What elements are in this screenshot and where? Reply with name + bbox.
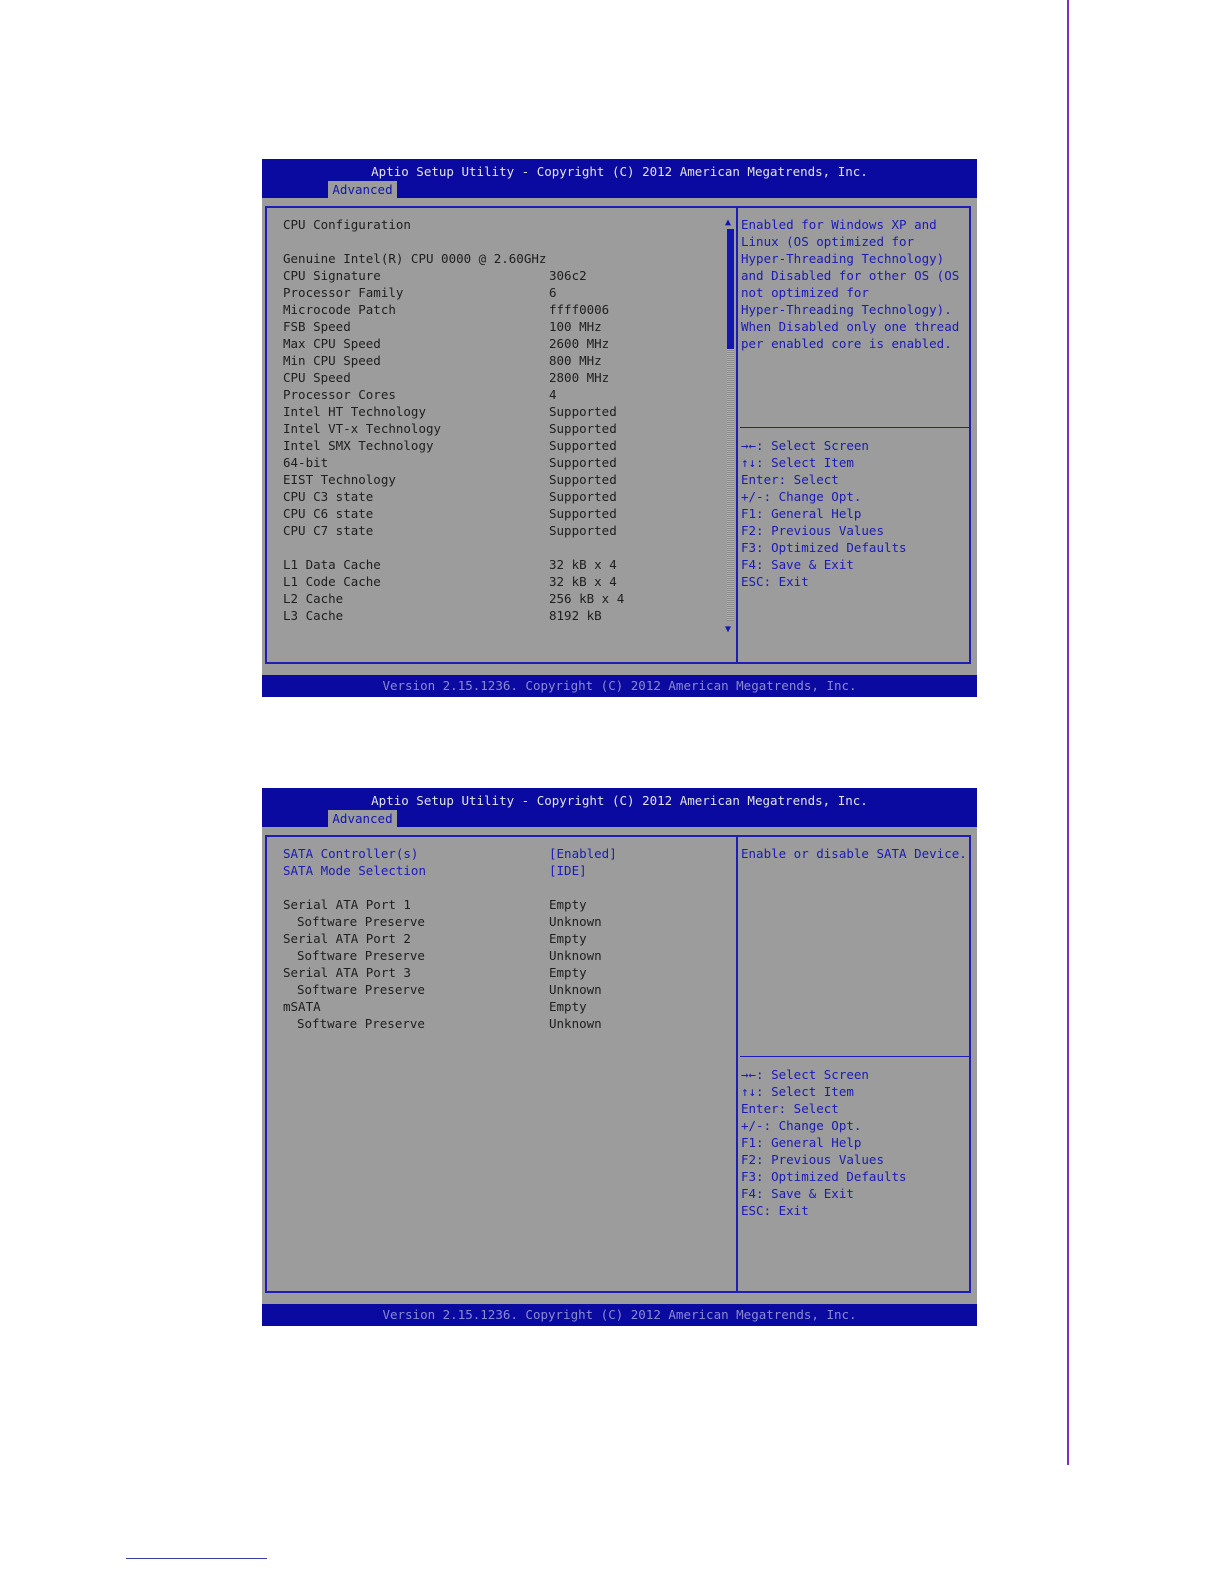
- setting-row: [283, 896, 733, 913]
- setting-value: Supported: [549, 404, 617, 419]
- setting-row: [283, 471, 733, 488]
- setting-row: [283, 301, 733, 318]
- setting-row: [283, 318, 733, 335]
- page-margin-rule: [1067, 0, 1069, 1465]
- key-hint: +/-: Change Opt.: [741, 489, 862, 504]
- setting-value: Supported: [549, 489, 617, 504]
- setting-value: [Enabled]: [549, 846, 617, 861]
- key-hint: ↑↓: Select Item: [741, 1084, 854, 1099]
- setting-value: 2600 MHz: [549, 336, 610, 351]
- setting-row: [283, 403, 733, 420]
- setting-row: [283, 454, 733, 471]
- setting-label: Software Preserve: [297, 948, 425, 963]
- key-hint: F1: General Help: [741, 506, 862, 521]
- setting-value: Unknown: [549, 914, 602, 929]
- page-footer-rule: [126, 1558, 267, 1559]
- setting-row: [283, 216, 733, 233]
- setting-value: Supported: [549, 472, 617, 487]
- key-hint: F3: Optimized Defaults: [741, 540, 907, 555]
- setting-row: [283, 573, 733, 590]
- setting-value: Supported: [549, 438, 617, 453]
- setting-row: [283, 369, 733, 386]
- setting-value: 256 kB x 4: [549, 591, 625, 606]
- help-keys-separator: [740, 1056, 970, 1057]
- key-hint: →←: Select Screen: [741, 438, 869, 453]
- setting-row: [283, 590, 733, 607]
- setting-label: CPU C7 state: [283, 523, 374, 538]
- setting-row: [283, 267, 733, 284]
- setting-value: Empty: [549, 897, 587, 912]
- setting-label: CPU Speed: [283, 370, 351, 385]
- setting-label: L1 Data Cache: [283, 557, 381, 572]
- bios-header: [262, 159, 977, 198]
- setting-value: Empty: [549, 931, 587, 946]
- setting-label: Processor Cores: [283, 387, 396, 402]
- setting-label: 64-bit: [283, 455, 329, 470]
- setting-label: Serial ATA Port 2: [283, 931, 411, 946]
- setting-label: Intel VT-x Technology: [283, 421, 442, 436]
- setting-value: Supported: [549, 455, 617, 470]
- setting-value: 4: [549, 387, 557, 402]
- setting-value: 2800 MHz: [549, 370, 610, 385]
- setting-value: Unknown: [549, 1016, 602, 1031]
- setting-row: [283, 947, 733, 964]
- key-hint: F4: Save & Exit: [741, 1186, 854, 1201]
- setting-value: Empty: [549, 999, 587, 1014]
- tab-advanced[interactable]: Advanced: [328, 810, 397, 827]
- sata-mode-selection-option[interactable]: [283, 862, 733, 879]
- setting-label: Processor Family: [283, 285, 404, 300]
- help-keys-separator: [740, 427, 970, 428]
- setting-row: [283, 250, 733, 267]
- help-text-line: Hyper-Threading Technology).: [741, 302, 952, 317]
- setting-label: CPU C6 state: [283, 506, 374, 521]
- help-text-line: per enabled core is enabled.: [741, 336, 952, 351]
- setting-value: 100 MHz: [549, 319, 602, 334]
- help-panel-divider: [736, 206, 738, 664]
- setting-label: L1 Code Cache: [283, 574, 381, 589]
- setting-label: Intel SMX Technology: [283, 438, 434, 453]
- help-text-line: and Disabled for other OS (OS: [741, 268, 960, 283]
- setting-label: Max CPU Speed: [283, 336, 381, 351]
- setting-value: Unknown: [549, 982, 602, 997]
- setting-row: [283, 505, 733, 522]
- key-hint: F1: General Help: [741, 1135, 862, 1150]
- help-text-line: Enable or disable SATA Device.: [741, 846, 967, 861]
- setting-value: 32 kB x 4: [549, 557, 617, 572]
- tab-advanced[interactable]: Advanced: [328, 181, 397, 198]
- key-hint: ESC: Exit: [741, 1203, 809, 1218]
- help-text-line: Hyper-Threading Technology): [741, 251, 945, 266]
- section-title: CPU Configuration: [283, 217, 411, 232]
- key-hint: ESC: Exit: [741, 574, 809, 589]
- bios-version-text: Version 2.15.1236. Copyright (C) 2012 American Megatrends, Inc.: [382, 1307, 857, 1322]
- setting-label: Min CPU Speed: [283, 353, 381, 368]
- setting-value: Supported: [549, 523, 617, 538]
- setting-label: Intel HT Technology: [283, 404, 426, 419]
- key-hint: Enter: Select: [741, 472, 839, 487]
- setting-value: Unknown: [549, 948, 602, 963]
- bios-header-title: Aptio Setup Utility - Copyright (C) 2012 American Megatrends, Inc.: [371, 793, 868, 808]
- setting-row: [283, 386, 733, 403]
- setting-row: [283, 437, 733, 454]
- setting-row: [283, 998, 733, 1015]
- bios-screen-sata-configuration: [262, 788, 977, 1326]
- setting-value: Supported: [549, 506, 617, 521]
- setting-row: [283, 335, 733, 352]
- bios-header-title: Aptio Setup Utility - Copyright (C) 2012 American Megatrends, Inc.: [371, 164, 868, 179]
- setting-label: Software Preserve: [297, 1016, 425, 1031]
- setting-value: Empty: [549, 965, 587, 980]
- help-text-line: not optimized for: [741, 285, 869, 300]
- setting-value: 306c2: [549, 268, 587, 283]
- setting-value: 6: [549, 285, 557, 300]
- scroll-up-arrow-icon[interactable]: ▲: [725, 217, 732, 228]
- key-hint: →←: Select Screen: [741, 1067, 869, 1082]
- setting-label: Microcode Patch: [283, 302, 396, 317]
- setting-label: L2 Cache: [283, 591, 344, 606]
- setting-value: ffff0006: [549, 302, 610, 317]
- setting-row: [283, 964, 733, 981]
- setting-row: [283, 488, 733, 505]
- scrollbar-thumb[interactable]: [727, 229, 734, 349]
- bios-footer: [262, 1304, 977, 1326]
- setting-row: [283, 284, 733, 301]
- key-hint: F3: Optimized Defaults: [741, 1169, 907, 1184]
- bios-version-text: Version 2.15.1236. Copyright (C) 2012 American Megatrends, Inc.: [382, 678, 857, 693]
- setting-row: [283, 556, 733, 573]
- setting-label: Serial ATA Port 1: [283, 897, 411, 912]
- sata-controller-option[interactable]: [283, 845, 733, 862]
- help-panel-divider: [736, 835, 738, 1293]
- setting-value: Supported: [549, 421, 617, 436]
- key-hint: F2: Previous Values: [741, 523, 884, 538]
- scroll-down-arrow-icon[interactable]: ▼: [725, 624, 732, 635]
- setting-label: CPU Signature: [283, 268, 381, 283]
- help-text-line: Linux (OS optimized for: [741, 234, 915, 249]
- key-hint: Enter: Select: [741, 1101, 839, 1116]
- setting-row: [283, 913, 733, 930]
- key-hint: ↑↓: Select Item: [741, 455, 854, 470]
- key-hint: F2: Previous Values: [741, 1152, 884, 1167]
- setting-value: 32 kB x 4: [549, 574, 617, 589]
- setting-row: [283, 522, 733, 539]
- bios-screen-cpu-configuration: [262, 159, 977, 697]
- processor-name: Genuine Intel(R) CPU 0000 @ 2.60GHz: [283, 251, 547, 266]
- setting-label: SATA Controller(s): [283, 846, 419, 861]
- setting-row: [283, 981, 733, 998]
- help-text-line: Enabled for Windows XP and: [741, 217, 937, 232]
- bios-header: [262, 788, 977, 827]
- setting-label: Serial ATA Port 3: [283, 965, 411, 980]
- setting-label: SATA Mode Selection: [283, 863, 426, 878]
- setting-value: [IDE]: [549, 863, 587, 878]
- key-hint: F4: Save & Exit: [741, 557, 854, 572]
- setting-label: mSATA: [283, 999, 321, 1014]
- setting-row: [283, 352, 733, 369]
- setting-label: L3 Cache: [283, 608, 344, 623]
- setting-value: 800 MHz: [549, 353, 602, 368]
- setting-label: Software Preserve: [297, 982, 425, 997]
- setting-label: EIST Technology: [283, 472, 396, 487]
- setting-row: [283, 607, 733, 624]
- bios-footer: [262, 675, 977, 697]
- setting-row: [283, 930, 733, 947]
- setting-label: FSB Speed: [283, 319, 351, 334]
- setting-label: Software Preserve: [297, 914, 425, 929]
- key-hint: +/-: Change Opt.: [741, 1118, 862, 1133]
- setting-row: [283, 1015, 733, 1032]
- setting-row: [283, 420, 733, 437]
- setting-label: CPU C3 state: [283, 489, 374, 504]
- setting-value: 8192 kB: [549, 608, 602, 623]
- help-text-line: When Disabled only one thread: [741, 319, 960, 334]
